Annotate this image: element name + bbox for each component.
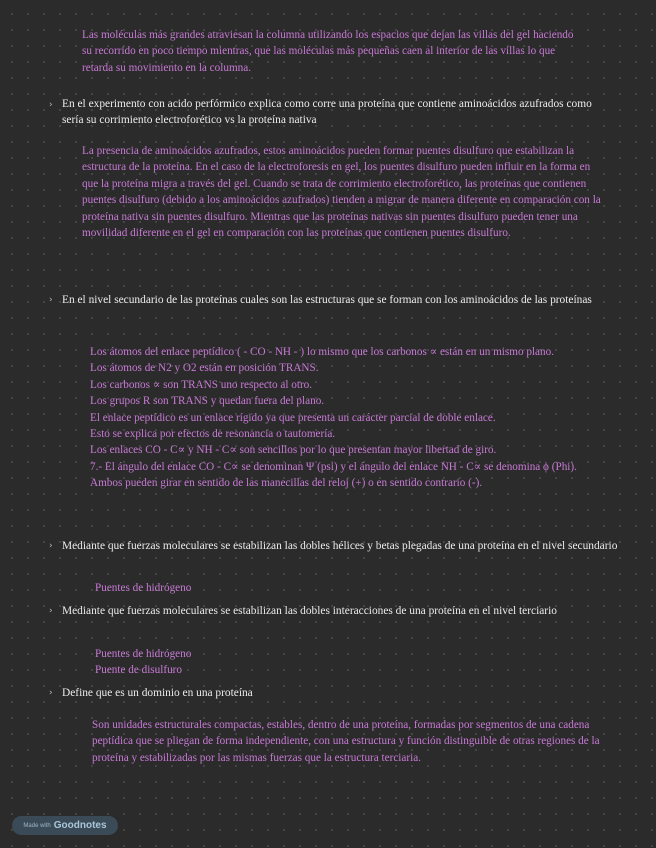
answer-2 <box>90 344 610 492</box>
answer-2-line: Los átomos del enlace peptídico ( - CO - NH - ) lo mismo que los carbonos ∝ están en un mismo plano. <box>90 346 554 358</box>
question-5: Define que es un dominio en una proteína <box>62 687 253 699</box>
answer-4-line: Puente de disulfuro <box>95 664 182 677</box>
answer-2-line: Los carbonos ∝ son TRANS uno respecto al otro. <box>90 378 313 391</box>
answer-2-line: Esto se explica por efectos de resonancia o tautomería. <box>90 428 336 441</box>
bullet-icon: › <box>49 688 53 698</box>
question-3: Mediante que fuerzas moleculares se estabilizan las dobles hélices y betas plegadas de una proteína en el nivel secundario <box>62 540 618 552</box>
answer-5: Son unidades estructurales compactas, estables, dentro de una proteína, formadas por segmentos de una cadena peptídica que se pliegan de forma independiente, con una estructura y función distinguible de otras regiones de la proteína y estabilizadas por las mismas fuerzas que la estructura terciaria. <box>92 719 600 764</box>
answer-1: La presencia de aminoácidos azufrados, estos aminoácidos pueden formar puentes disulfuro que estabilizan la estructura de la proteína. En el caso de la electroforesis en gel, los puentes disulfuro pueden influir en la forma en que la proteína migra a través del gel. Cuando se trata de corrimiento electroforético, las proteínas que contienen puentes disulfuro (debido a los aminoácidos azufrados) tienden a migrar de manera diferente en comparación con la proteína nativa sin puentes disulfuro. Mientras que las proteínas nativas sin puentes disulfuro pueden tener una movilidad diferente en el gel en comparación con las proteínas que contienen puentes disulfuro. <box>82 145 601 240</box>
badge-brand: Goodnotes <box>53 820 107 831</box>
bullet-icon: › <box>49 100 53 110</box>
answer-2-line: Los átomos de N2 y O2 están en posición TRANS. <box>90 362 319 375</box>
answer-2-line: Los enlaces CO - C∝ y NH - C∝ son sencillos por lo que presentan mayor libertad de giro. <box>90 444 497 457</box>
answer-4-line: Puentes de hidrógeno <box>95 648 192 660</box>
bullet-icon: › <box>49 541 53 551</box>
goodnotes-badge[interactable] <box>12 816 118 835</box>
answer-2-line: 7.- El ángulo del enlace CO - C∝ se denominan Ψ (psi) y el ángulo del enlace NH - C∝ se denomina ϕ (Phi). Ambos pueden girar en sentido de las manecillas del reloj (+) o en sentido contrario (-). <box>90 460 577 490</box>
bullet-icon: › <box>49 295 53 305</box>
badge-prefix: Made with <box>23 822 51 829</box>
answer-3-line: Puentes de hidrógeno <box>95 582 192 594</box>
answer-4 <box>95 646 395 679</box>
question-4: Mediante que fuerzas moleculares se estabilizan las dobles interacciones de una proteína en el nivel terciario <box>62 605 557 617</box>
answer-2-line: El enlace peptídico es un enlace rígido ya que presenta un carácter parcial de doble enlace. <box>90 411 496 424</box>
intro-answer: Las moléculas más grandes atraviesan la columna utilizando los espacios que dejan las villas del gel haciendo su recorrido en poco tiempo mientras, que las moléculas más pequeñas caen al interior de las villas lo que retarda su movimiento en la columna. <box>82 29 574 74</box>
question-1: En el experimento con acido perfórmico explica como corre una proteína que contiene aminoácidos azufrados como sería su corrimiento electroforético vs la proteína nativa <box>62 98 592 126</box>
bullet-icon: › <box>49 606 53 616</box>
answer-2-line: Los grupos R son TRANS y quedan fuera del plano. <box>90 395 325 408</box>
question-2: En el nivel secundario de las proteínas cuales son las estructuras que se forman con los aminoácidos de las proteínas <box>62 294 592 306</box>
answer-3 <box>95 580 395 596</box>
